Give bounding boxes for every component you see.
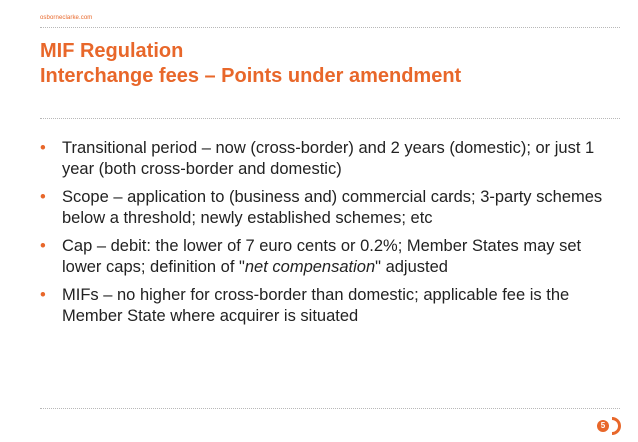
bullet-text-before: Cap – debit: the lower of 7 euro cents or 0.2%; Member States may set lower caps; definition of " [62,237,582,276]
bullet-text-after: " adjusted [375,258,448,276]
bullet-icon: • [40,139,46,157]
bullet-item [40,236,620,278]
bullet-item [40,285,620,327]
bullet-icon: • [40,237,46,255]
bullet-icon: • [40,286,46,304]
bottom-divider [40,408,620,409]
bullet-text: Transitional period – now (cross-border) and 2 years (domestic); or just 1 year (both cross-border and domestic) [62,139,595,178]
bullet-text: MIFs – no higher for cross-border than domestic; applicable fee is the Member State where acquirer is situated [62,286,570,325]
bullet-text [62,237,581,276]
bullet-list [40,138,620,334]
bullet-text-emphasis: net compensation [244,258,376,276]
title-line-1: MIF Regulation [40,40,184,62]
slide-title [40,39,461,89]
bullet-item [40,187,620,229]
top-divider [40,27,620,28]
logo-arc-icon [612,417,621,435]
title-divider [40,118,620,119]
bullet-icon: • [40,188,46,206]
site-label: osborneclarke.com [40,15,93,21]
bullet-item [40,138,620,180]
page-number-badge: 5 [597,420,609,432]
title-line-2: Interchange fees – Points under amendment [40,65,462,87]
bullet-text: Scope – application to (business and) commercial cards; 3-party schemes below a threshold; newly established schemes; etc [62,188,603,227]
